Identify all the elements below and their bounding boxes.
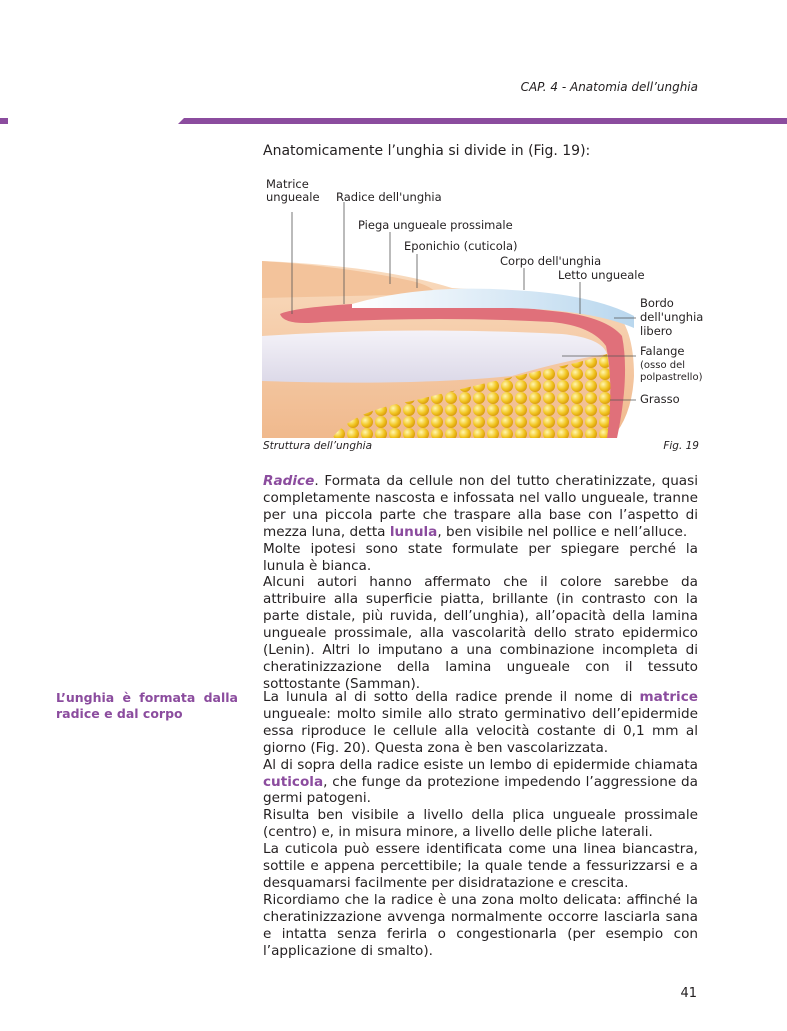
figure-number: Fig. 19	[663, 440, 699, 452]
term-radice: Radice	[263, 473, 315, 489]
label-radice: Radice dell'unghia	[336, 190, 442, 204]
radice-paragraph-2: Molte ipotesi sono state formulate per spiegare perché la lunula è bianca.	[263, 540, 698, 574]
label-grasso: Grasso	[640, 392, 680, 406]
side-note-word-2: è	[122, 690, 131, 705]
radice-paragraph-3: Alcuni autori hanno affermato che il colore sarebbe da attribuire alla superficie piatta, brillante (in contrasto con la parte distale, più ruvida, dell’unghia), all’opacità della lamina ungueale prossimale, alla vascolarità dello strato epidermico (Lenin). Altri lo imputano a una combinazione incompleta di cheratinizzazione della lamina ungueale con il tessuto sottostante (Samman).	[263, 574, 698, 692]
label-letto: Letto ungueale	[558, 268, 645, 282]
matrice-paragraph-3: Risulta ben visibile a livello della plica ungueale prossimale (centro) e, in misura minore, a livello delle pliche laterali.	[263, 807, 698, 841]
label-bordo-2: dell'unghia	[640, 310, 704, 324]
term-matrice: matrice	[639, 689, 698, 705]
label-falange-1: Falange	[640, 344, 685, 358]
side-note-word-1: L’unghia	[56, 690, 115, 705]
side-note	[56, 690, 238, 722]
term-cuticola: cuticola	[263, 773, 324, 790]
cuticola-text-a: Al di sopra della radice esiste un lembo di epidermide chiamata	[263, 756, 698, 773]
matrice-paragraph-5: Ricordiamo che la radice è una zona molto delicata: affinché la cheratinizzazione avvenga normalmente occorre lasciarla sana e intatta senza ferirla o congestionarla (per esempio con l’applicazione di smalto).	[263, 891, 698, 959]
matrice-paragraph-1	[263, 689, 698, 757]
term-lunula: lunula	[389, 523, 438, 540]
section-radice	[263, 473, 698, 693]
figure-caption: Struttura dell’unghia	[263, 440, 373, 452]
side-note-word-3: formata	[139, 690, 196, 705]
label-bordo-1: Bordo	[640, 296, 674, 310]
radice-paragraph-1	[263, 473, 698, 541]
matrice-paragraph-4: La cuticola può essere identificata come una linea biancastra, sottile e appena percettibile; la quale tende a fessurizzarsi e a desquamarsi facilmente per disidratazione e crescita.	[263, 841, 698, 891]
intro-line: Anatomicamente l’unghia si divide in (Fig. 19):	[263, 143, 591, 159]
matrice-paragraph-2	[263, 757, 698, 808]
section-matrice	[263, 689, 698, 960]
page-number: 41	[680, 986, 697, 1001]
matrice-text-a: La lunula al di sotto della radice prende il nome di	[263, 689, 640, 705]
nail-anatomy-figure	[262, 176, 707, 438]
label-falange-3: polpastrello)	[640, 372, 703, 383]
header-rule-left	[0, 118, 8, 124]
cuticola-text-b: , che funge da protezione impedendo l’aggressione da germi patogeni.	[263, 773, 698, 807]
matrice-text-b: ungueale: molto simile allo strato germinativo dell’epidermide essa riproduce le cellule alla velocità costante di 0,1 mm al giorno (Fig. 20). Questa zona è ben vascolarizzata.	[263, 705, 698, 756]
label-corpo: Corpo dell'unghia	[500, 254, 602, 268]
label-bordo-3: libero	[640, 324, 673, 338]
side-note-line-1	[56, 690, 238, 706]
label-matrice-1: Matrice	[266, 177, 309, 191]
radice-text-a: . Formata da cellule non del tutto cheratinizzate, quasi completamente nascosta e infossata nel vallo ungueale, tranne per una piccola parte che traspare alla base con l’aspetto di mezza luna, detta	[263, 473, 698, 540]
label-piega: Piega ungueale prossimale	[358, 218, 513, 232]
chapter-header: CAP. 4 - Anatomia dell’unghia	[520, 80, 698, 94]
label-eponichio: Eponichio (cuticola)	[404, 239, 518, 253]
header-rule-right	[184, 118, 787, 124]
side-note-line-2: radice e dal corpo	[56, 706, 183, 721]
label-falange-2: (osso del	[640, 360, 686, 371]
side-note-word-4: dalla	[203, 690, 238, 705]
radice-text-b: , ben visibile nel pollice e nell’alluce.	[437, 523, 688, 540]
label-matrice-2: ungueale	[266, 190, 320, 204]
